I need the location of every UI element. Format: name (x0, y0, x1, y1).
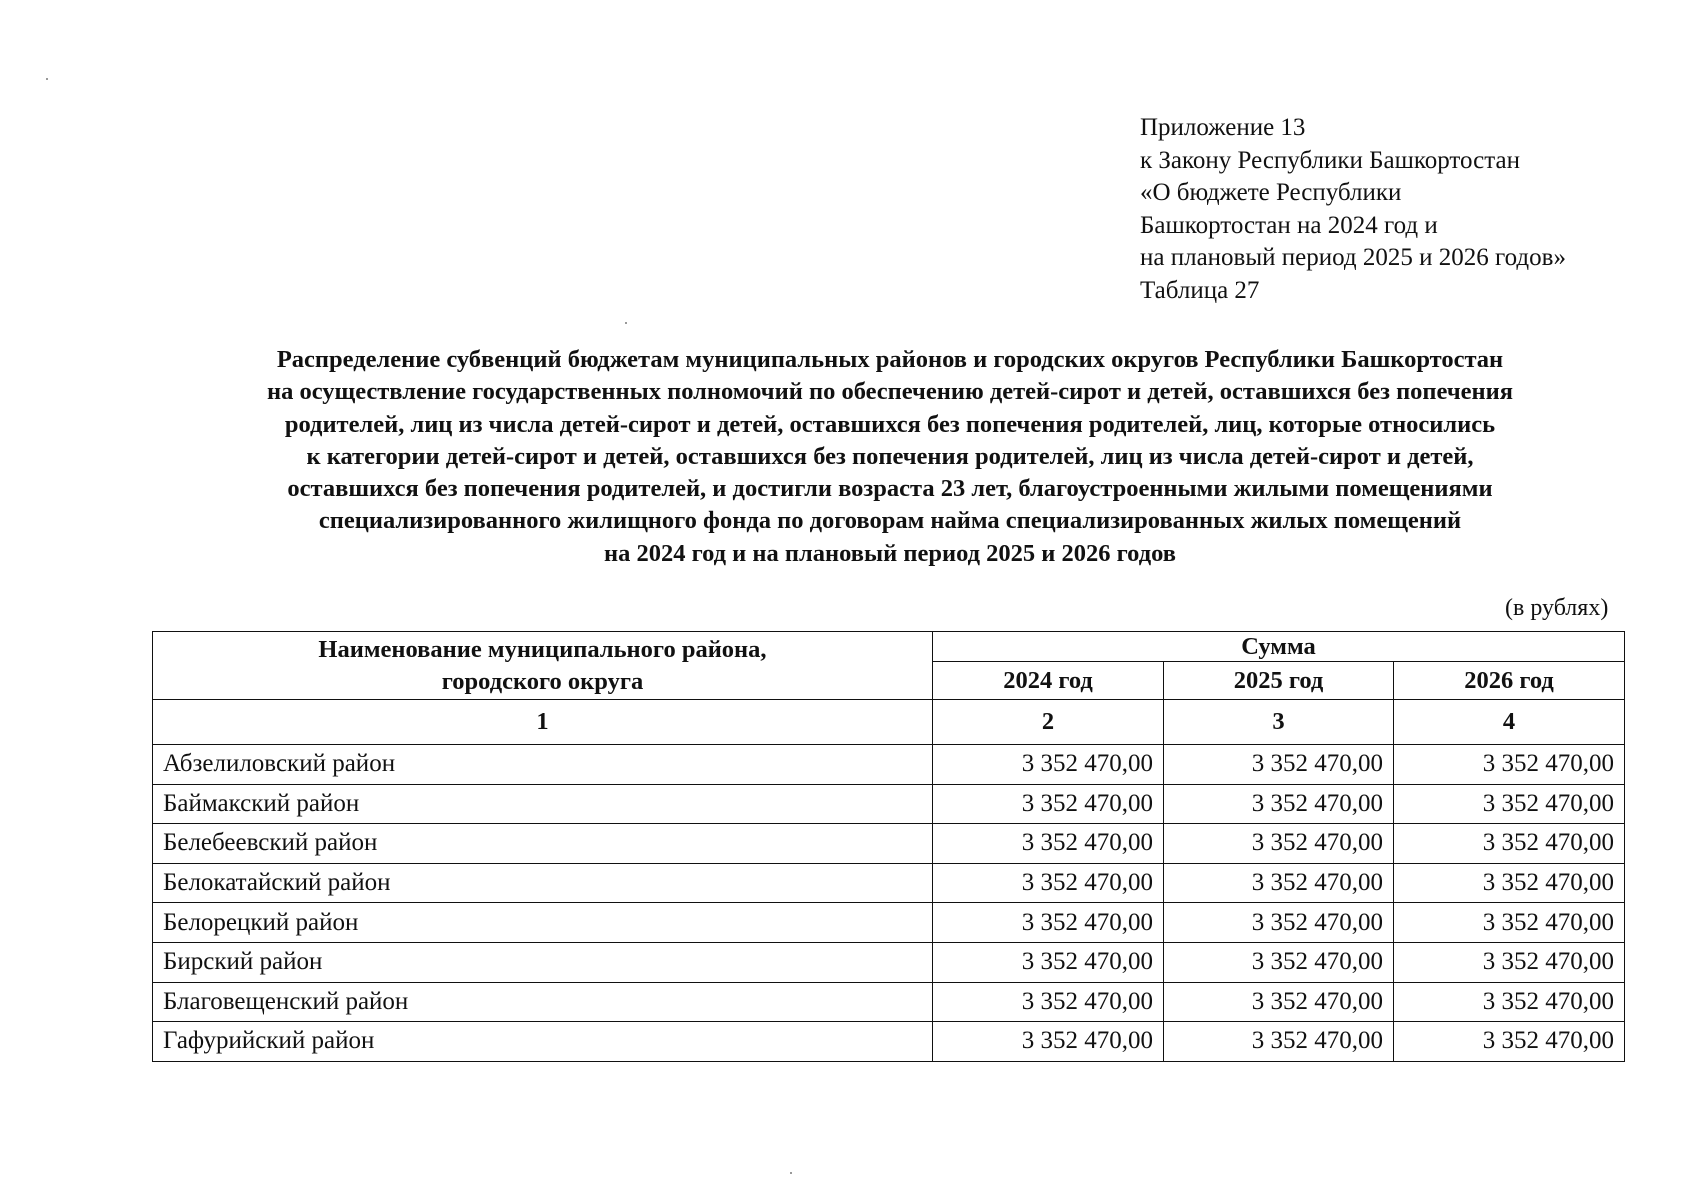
table-row (153, 863, 1625, 903)
amount-2026: 3 352 470,00 (1394, 1022, 1625, 1062)
units-note: (в рублях) (1505, 595, 1609, 621)
table-row (153, 824, 1625, 864)
column-number: 3 (1164, 700, 1394, 745)
municipality-name: Гафурийский район (153, 1022, 933, 1062)
column-number: 4 (1394, 700, 1625, 745)
header-year-2024: 2024 год (933, 662, 1164, 700)
title-line: к категории детей-сирот и детей, оставшихся без попечения родителей, лиц из числа детей-сирот и детей, (306, 442, 1474, 470)
header-municipality-line2: городского округа (441, 667, 644, 695)
amount-2026: 3 352 470,00 (1394, 863, 1625, 903)
scan-speck (790, 1172, 792, 1174)
title-line: Распределение субвенций бюджетам муниципальных районов и городских округов Республики Башкортостан (276, 346, 1504, 373)
appendix-line: «О бюджете Республики (1140, 179, 1402, 206)
title-line: родителей, лиц из числа детей-сирот и детей, оставшихся без попечения родителей, лиц, которые относились (284, 410, 1496, 438)
amount-2024: 3 352 470,00 (933, 1022, 1164, 1062)
municipality-name: Баймакский район (153, 784, 933, 824)
amount-2026: 3 352 470,00 (1394, 982, 1625, 1022)
title-line: на осуществление государственных полномочий по обеспечению детей-сирот и детей, оставшихся без попечения (267, 378, 1513, 406)
table-row (153, 745, 1625, 785)
amount-2025: 3 352 470,00 (1164, 863, 1394, 903)
amount-2025: 3 352 470,00 (1164, 982, 1394, 1022)
header-sum: Сумма (933, 632, 1625, 662)
appendix-block (1140, 112, 1566, 307)
amount-2024: 3 352 470,00 (933, 982, 1164, 1022)
appendix-line: к Закону Республики Башкортостан (1140, 146, 1520, 174)
municipality-name: Белебеевский район (153, 824, 933, 864)
scan-speck (625, 322, 627, 324)
scan-speck (46, 78, 48, 80)
amount-2025: 3 352 470,00 (1164, 903, 1394, 943)
title-line: специализированного жилищного фонда по договорам найма специализированных жилых помещений (318, 507, 1462, 535)
amount-2025: 3 352 470,00 (1164, 784, 1394, 824)
amount-2024: 3 352 470,00 (933, 942, 1164, 982)
appendix-line: Приложение 13 (1140, 114, 1306, 141)
table-row (153, 1022, 1625, 1062)
municipality-name: Благовещенский район (153, 982, 933, 1022)
municipality-name: Белокатайский район (153, 863, 933, 903)
amount-2024: 3 352 470,00 (933, 784, 1164, 824)
amount-2025: 3 352 470,00 (1164, 824, 1394, 864)
amount-2024: 3 352 470,00 (933, 903, 1164, 943)
header-year-2025: 2025 год (1164, 662, 1394, 700)
table-row (153, 942, 1625, 982)
municipality-name: Бирский район (153, 942, 933, 982)
column-number: 2 (933, 700, 1164, 745)
amount-2024: 3 352 470,00 (933, 824, 1164, 864)
amount-2025: 3 352 470,00 (1164, 1022, 1394, 1062)
municipality-name: Абзелиловский район (153, 745, 933, 785)
table-row (153, 903, 1625, 943)
header-municipality-line1: Наименование муниципального района, (318, 635, 767, 663)
table-row (153, 784, 1625, 824)
amount-2025: 3 352 470,00 (1164, 745, 1394, 785)
amount-2026: 3 352 470,00 (1394, 824, 1625, 864)
appendix-line: Башкортостан на 2024 год и (1140, 211, 1438, 239)
title-line: на 2024 год и на плановый период 2025 и 2026 годов (603, 539, 1176, 567)
header-year-2026: 2026 год (1394, 662, 1625, 700)
amount-2026: 3 352 470,00 (1394, 942, 1625, 982)
document-title (150, 344, 1630, 570)
municipality-name: Белорецкий район (153, 903, 933, 943)
amount-2024: 3 352 470,00 (933, 745, 1164, 785)
amount-2025: 3 352 470,00 (1164, 942, 1394, 982)
subvention-table (152, 631, 1625, 1062)
title-line: оставшихся без попечения родителей, и достигли возраста 23 лет, благоустроенными жилыми помещениями (287, 475, 1493, 503)
appendix-line: Таблица 27 (1140, 276, 1260, 304)
amount-2026: 3 352 470,00 (1394, 784, 1625, 824)
amount-2026: 3 352 470,00 (1394, 903, 1625, 943)
column-number: 1 (153, 700, 933, 745)
amount-2024: 3 352 470,00 (933, 863, 1164, 903)
header-municipality (153, 632, 933, 700)
appendix-line: на плановый период 2025 и 2026 годов» (1140, 244, 1566, 271)
amount-2026: 3 352 470,00 (1394, 745, 1625, 785)
table-row (153, 982, 1625, 1022)
